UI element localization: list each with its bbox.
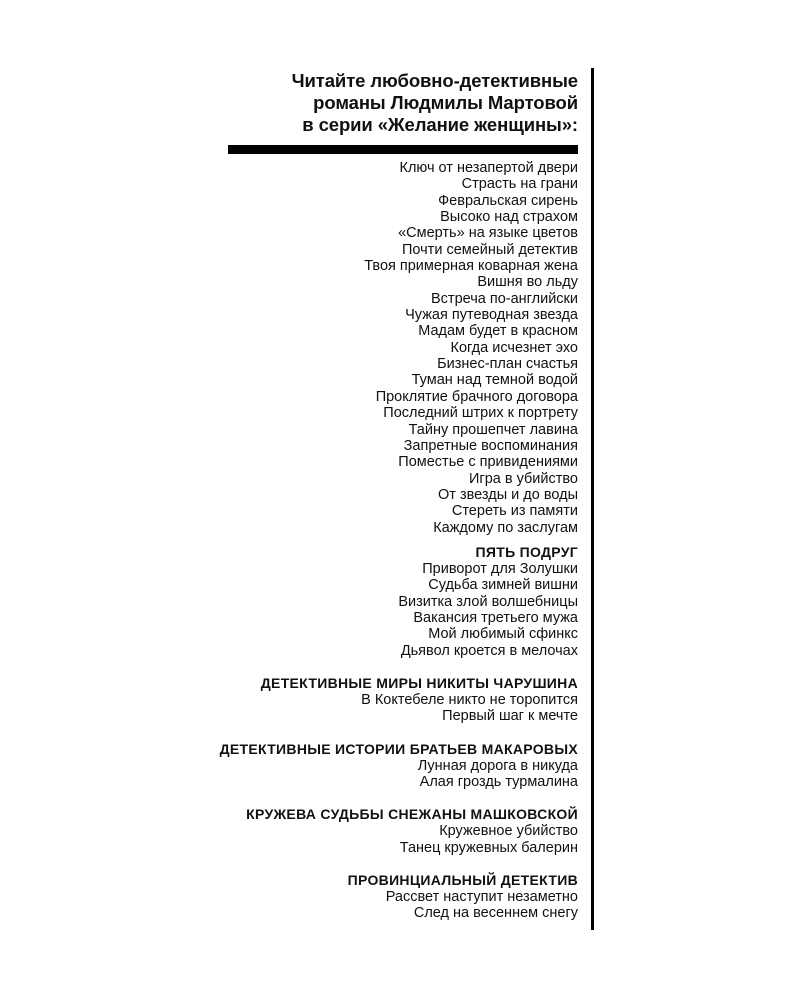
book-title: Каждому по заслугам [433,519,578,536]
book-title: Лунная дорога в никуда [417,757,578,774]
header-line: в серии «Желание женщины»: [302,114,578,135]
book-title: Когда исчезнет эхо [450,339,578,356]
series-title: ДЕТЕКТИВНЫЕ ИСТОРИИ БРАТЬЕВ МАКАРОВЫХ [219,740,578,757]
book-title: От звезды и до воды [438,486,578,503]
book-title: Твоя примерная коварная жена [364,258,578,275]
book-title: Ключ от незапертой двери [399,160,578,176]
book-title: Вишня во льду [477,274,578,291]
book-title: Туман над темной водой [411,372,578,389]
vertical-divider-line [591,68,594,930]
book-title: Вакансия третьего мужа [413,609,578,626]
book-title: Запретные воспоминания [403,437,578,454]
series-section-five-friends [78,544,578,659]
header-line: романы Людмилы Мартовой [313,92,578,113]
book-title: Визитка злой волшебницы [398,593,578,610]
book-title: Последний штрих к портрету [383,405,578,422]
book-title: Почти семейный детектив [401,241,578,258]
book-title: Чужая путеводная звезда [405,307,578,324]
book-title: Рассвет наступит незаметно [385,889,578,906]
book-title: Игра в убийство [468,470,578,487]
book-title: Страсть на грани [461,176,578,193]
book-title: Высоко над страхом [440,209,578,226]
series-title: ПРОВИНЦИАЛЬНЫЙ ДЕТЕКТИВ [347,872,578,889]
book-title: «Смерть» на языке цветов [398,225,578,242]
header-line: Читайте любовно-детективные [291,70,578,91]
book-title: Алая гроздь турмалина [419,774,578,790]
book-title: Судьба зимней вишни [428,577,578,594]
series-section-charushin [78,675,578,725]
book-title: Танец кружевных балерин [399,839,578,856]
book-title: Тайну прошепчет лавина [408,421,578,438]
book-title: Февральская сирень [438,192,578,209]
book-title: Проклятие брачного договора [375,388,578,405]
book-title: Бизнес-план счастья [437,356,578,373]
series-header [78,70,578,136]
series-section-mashkovskaya [78,806,578,856]
book-title: Поместье с привидениями [398,454,578,471]
header-rule [228,145,578,154]
book-title: Дьявол кроется в мелочах [400,642,578,659]
book-title: Первый шаг к мечте [442,708,578,725]
series-title: ПЯТЬ ПОДРУГ [475,543,578,560]
book-title: Мой любимый сфинкс [428,626,578,643]
book-title: Встреча по-английски [431,290,578,307]
series-title: КРУЖЕВА СУДЬБЫ СНЕЖАНЫ МАШКОВСКОЙ [246,806,578,823]
main-book-list [78,160,578,536]
book-title: Кружевное убийство [439,823,578,840]
series-title: ДЕТЕКТИВНЫЕ МИРЫ НИКИТЫ ЧАРУШИНА [260,674,578,691]
book-title: Приворот для Золушки [422,560,578,577]
book-title: Мадам будет в красном [418,323,578,340]
book-list-column [78,70,578,922]
series-section-provincial [78,872,578,922]
book-title: След на весеннем снегу [413,905,578,922]
book-title: В Коктебеле никто не торопится [361,691,578,708]
book-title: Стереть из памяти [451,503,578,520]
series-section-makarov-brothers [78,741,578,791]
